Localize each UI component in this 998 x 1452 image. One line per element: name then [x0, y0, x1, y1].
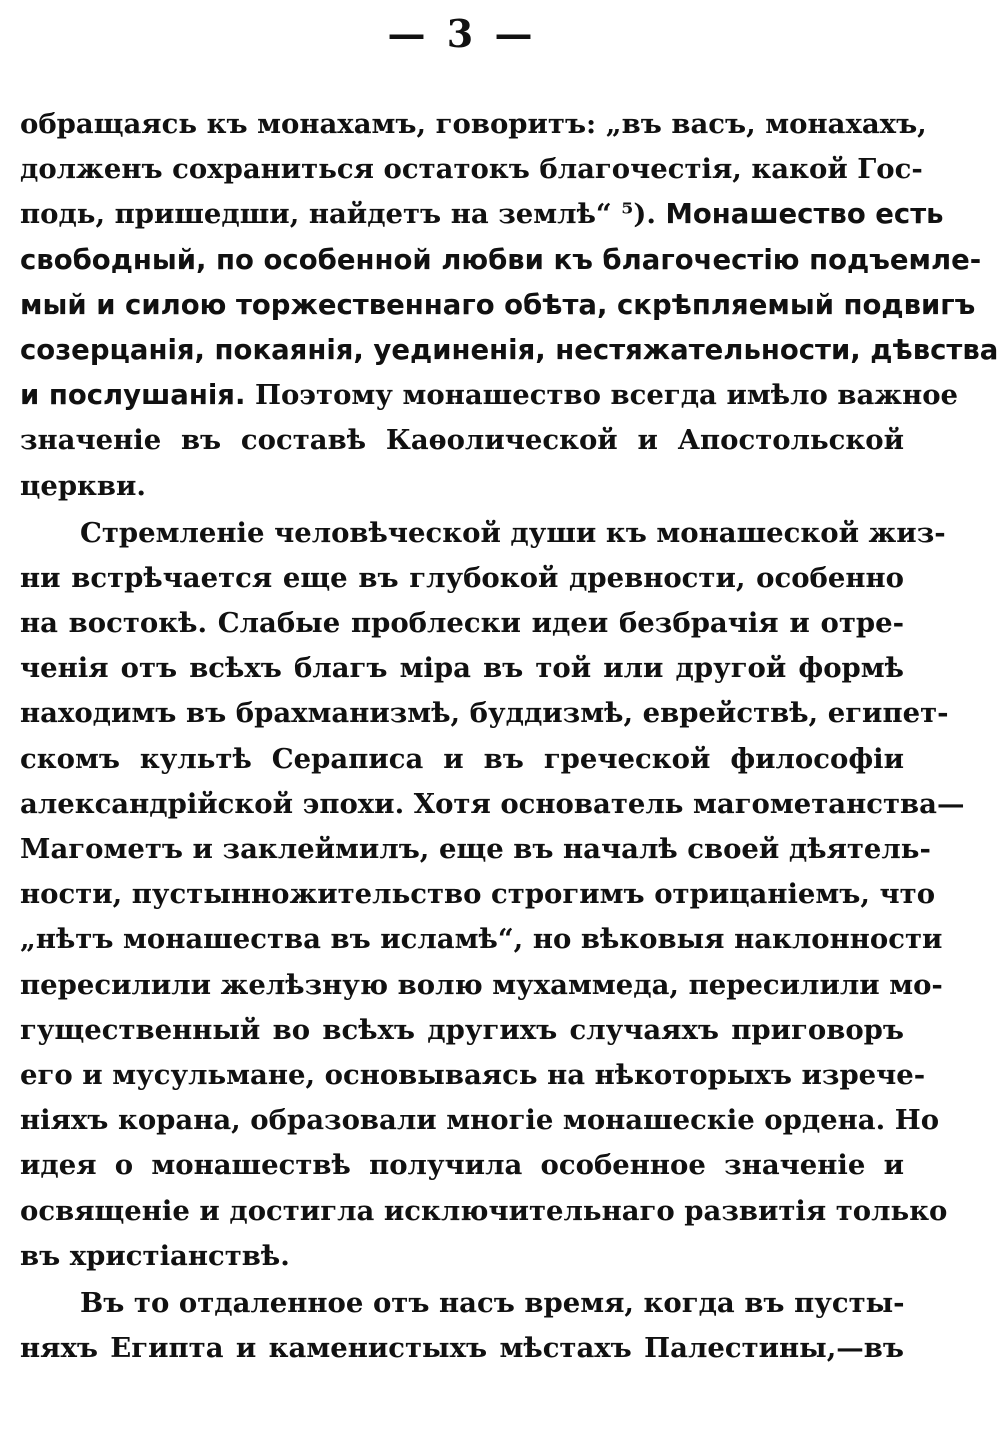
- text-line: [20, 1053, 926, 1098]
- text-segment: гущественный во всѣхъ другихъ случаяхъ приговоръ: [20, 1013, 904, 1046]
- text-line: [20, 418, 904, 463]
- text-line: [20, 147, 923, 192]
- text-segment: Монашество есть: [665, 198, 944, 231]
- text-segment: и послушанія.: [20, 379, 255, 412]
- paragraph: [20, 1281, 904, 1371]
- text-segment: скомъ культѣ Сераписа и въ греческой философіи: [20, 742, 904, 775]
- text-line: [20, 328, 998, 373]
- text-segment: Поэтому монашество всегда имѣло важное: [254, 379, 959, 412]
- text-segment: ности, пустынножительство строгимъ отрицаніемъ, что: [20, 878, 936, 911]
- text-line: [20, 872, 936, 917]
- text-line: [20, 827, 931, 872]
- text-line: [20, 373, 959, 418]
- paragraph: [20, 511, 965, 1279]
- text-line: [20, 963, 943, 1008]
- text-segment: церкви.: [20, 469, 146, 502]
- text-line: [20, 102, 927, 147]
- text-segment: созерцанія, покаянія, уединенія, нестяжательности, дѣвства: [20, 333, 998, 366]
- document-page: [20, 0, 998, 1371]
- text-line: [20, 1189, 948, 1234]
- text-line: [20, 1008, 904, 1053]
- text-segment: Въ то отдаленное отъ насъ время, когда въ пусты-: [80, 1286, 905, 1319]
- text-segment: ни встрѣчается еще въ глубокой древности, особенно: [20, 561, 904, 594]
- text-line: [20, 1098, 940, 1143]
- text-segment: Магометъ и заклеймилъ, еще въ началѣ своей дѣятель-: [20, 833, 931, 865]
- paragraph: [20, 102, 998, 509]
- text-segment: ніяхъ корана, образовали многіе монашескіе ордена. Но: [20, 1104, 940, 1137]
- text-segment: значеніе въ составѣ Каѳолической и Апостольской: [20, 424, 904, 457]
- text-segment: его и мусульмане, основываясь на нѣкоторыхъ изрече-: [20, 1058, 926, 1091]
- text-segment: пересилили желѣзную волю мухаммеда, пересилили мо-: [20, 968, 943, 1001]
- text-line: [20, 238, 982, 283]
- text-segment: александрійской эпохи. Хотя основатель магометанства—: [20, 787, 965, 820]
- text-line: [20, 601, 904, 646]
- text-line: [20, 283, 976, 328]
- text-line: [20, 1281, 904, 1326]
- text-segment: „нѣтъ монашества въ исламѣ“, но вѣковыя наклонности: [20, 923, 943, 956]
- text-segment: на востокѣ. Слабые проблески идеи безбрачія и отре-: [20, 607, 904, 640]
- text-line: [20, 556, 904, 601]
- text-line: [20, 511, 946, 556]
- text-segment: ченія отъ всѣхъ благъ міра въ той или другой формѣ: [20, 652, 904, 685]
- text-segment: Стремленіе человѣческой души къ монашеской жиз-: [80, 516, 946, 549]
- text-line: [20, 1143, 904, 1188]
- page-number: — 3 —: [387, 11, 537, 56]
- text-line: [20, 192, 944, 237]
- text-segment: обращаясь къ монахамъ, говоритъ: „въ васъ, монахахъ,: [20, 108, 927, 140]
- text-line: [20, 1234, 904, 1279]
- text-segment: освященіе и достигла исключительнаго развитія только: [20, 1194, 948, 1227]
- text-segment: свободный, по особенной любви къ благочестію подъемле-: [20, 243, 982, 276]
- body-text: [20, 102, 998, 1371]
- text-segment: идея о монашествѣ получила особенное значеніе и: [20, 1149, 904, 1182]
- text-line: [20, 782, 965, 827]
- text-line: [20, 691, 949, 736]
- text-segment: въ христіанствѣ.: [20, 1239, 290, 1272]
- text-segment: находимъ въ брахманизмѣ, буддизмѣ, еврействѣ, египет-: [20, 697, 949, 730]
- text-segment: мый и силою торжественнаго обѣта, скрѣпляемый подвигъ: [20, 288, 976, 321]
- text-line: [20, 1326, 904, 1371]
- text-segment: долженъ сохраниться остатокъ благочестія, какой Гос-: [20, 153, 923, 186]
- text-segment: подь, пришедши, найдетъ на землѣ“ ⁵).: [20, 198, 666, 231]
- text-line: [20, 464, 904, 509]
- text-segment: няхъ Египта и каменистыхъ мѣстахъ Палестины,—въ: [20, 1332, 904, 1365]
- text-line: [20, 737, 904, 782]
- text-line: [20, 646, 904, 691]
- text-line: [20, 917, 943, 962]
